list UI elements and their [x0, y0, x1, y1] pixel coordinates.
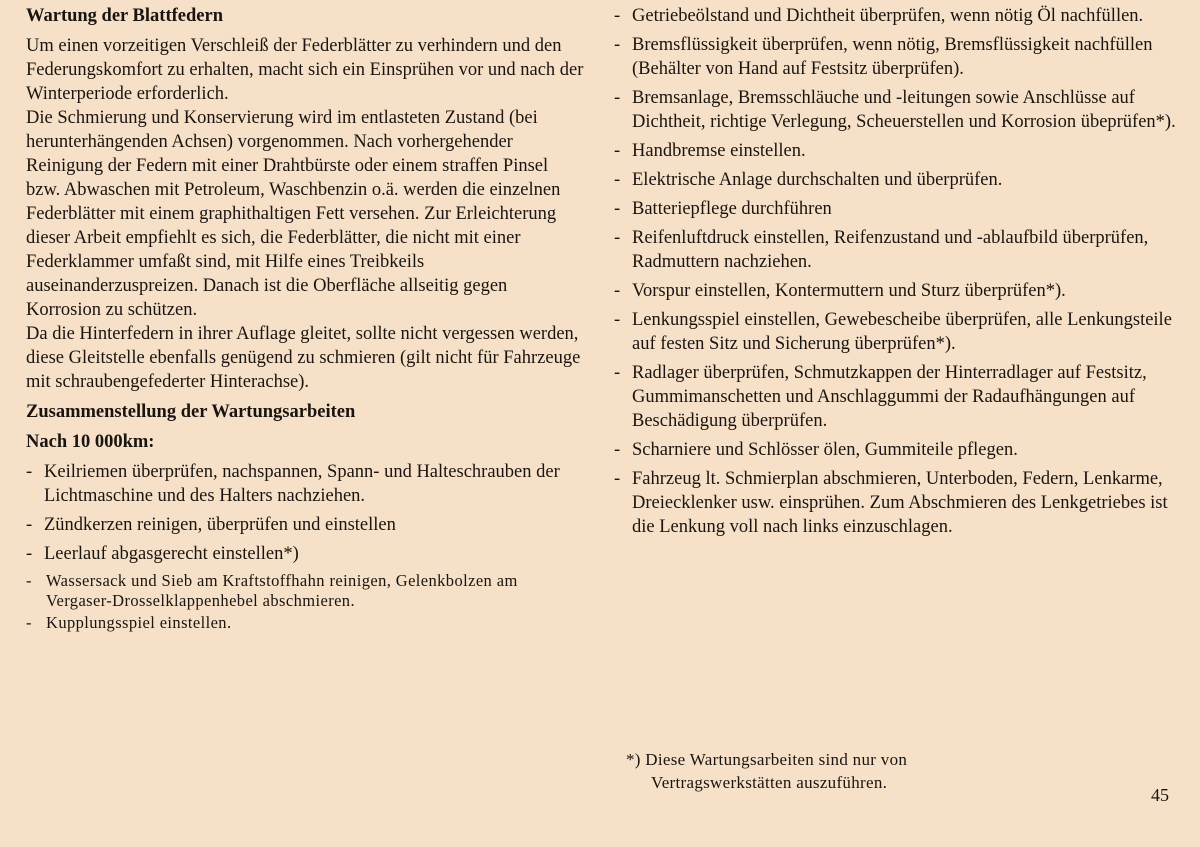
paragraph: Da die Hinterfedern in ihrer Auflage gleitet, sollte nicht vergessen werden, diese Gleitstelle ebenfalls genügend zu schmieren (gilt nicht für Fahrzeuge mit schraubengefederter Hinterachse). [26, 324, 581, 392]
dash-marker: - [614, 469, 621, 489]
dash-marker: - [26, 515, 33, 535]
list-item [614, 197, 1184, 221]
list-item-text: Getriebeölstand und Dichtheit überprüfen, wenn nötig Öl nachfüllen. [632, 6, 1144, 26]
list-item-text: Zündkerzen reinigen, überprüfen und einstellen [44, 515, 396, 535]
maintenance-list-continued [614, 4, 1184, 539]
subheading-10000km: Nach 10 000km: [26, 432, 155, 452]
footnote-line: *) Diese Wartungsarbeiten sind nur von [626, 750, 908, 769]
list-item-text: Kupplungsspiel einstellen. [46, 613, 232, 632]
list-item-text: Bremsanlage, Bremsschläuche und -leitungen sowie Anschlüsse auf Dichtheit, richtige Verlegung, Scheuerstellen und Korrosion übeprüfen*). [632, 88, 1176, 132]
dash-marker: - [614, 281, 621, 301]
dash-marker: - [26, 462, 33, 482]
list-item-text: Leerlauf abgasgerecht einstellen*) [44, 544, 299, 564]
list-item [614, 279, 1184, 303]
list-item-text: Lenkungsspiel einstellen, Gewebescheibe überprüfen, alle Lenkungsteile auf festen Sitz und Sicherung überprüfen*). [632, 310, 1172, 354]
left-column [26, 4, 586, 635]
dash-marker: - [26, 544, 33, 564]
list-item [26, 460, 586, 508]
dash-marker: - [614, 228, 621, 248]
list-item [614, 361, 1184, 433]
dash-marker: - [614, 170, 621, 190]
list-item-text: Batteriepflege durchführen [632, 199, 832, 219]
section-heading-leaf-springs: Wartung der Blattfedern [26, 6, 223, 26]
list-item-text: Handbremse einstellen. [632, 141, 806, 161]
list-item [614, 4, 1184, 28]
list-item [614, 139, 1184, 163]
list-item [614, 86, 1184, 134]
list-item [614, 438, 1184, 462]
dash-marker: - [614, 199, 621, 219]
dash-marker: - [26, 571, 32, 590]
list-item [614, 168, 1184, 192]
page-number: 45 [1151, 785, 1169, 805]
section-heading-maintenance-summary: Zusammenstellung der Wartungsarbeiten [26, 402, 356, 422]
dash-marker: - [614, 440, 621, 460]
list-item-text: Radlager überprüfen, Schmutzkappen der Hinterradlager auf Festsitz, Gummimanschetten und Anschlaggummi der Radaufhängungen auf Beschädigung überprüfen. [632, 363, 1147, 431]
list-item-text: Bremsflüssigkeit überprüfen, wenn nötig, Bremsflüssigkeit nachfüllen (Behälter von Hand auf Festsitz überprüfen). [632, 35, 1153, 79]
footnote-line: Vertragswerkstätten auszuführen. [651, 773, 888, 792]
dash-marker: - [614, 35, 621, 55]
list-item [26, 542, 586, 566]
list-item-text: Keilriemen überprüfen, nachspannen, Spann- und Halteschrauben der Lichtmaschine und des Halters nachziehen. [44, 462, 560, 506]
list-item [26, 613, 586, 633]
maintenance-list [26, 460, 586, 566]
list-item-text: Wassersack und Sieb am Kraftstoffhahn reinigen, Gelenkbolzen am Vergaser-Drosselklappenhebel abschmieren. [46, 571, 518, 610]
list-item-text: Scharniere und Schlösser ölen, Gummiteile pflegen. [632, 440, 1018, 460]
paragraph: Die Schmierung und Konservierung wird im entlasteten Zustand (bei herunterhängenden Achsen) vorgenommen. Nach vorhergehender Reinigung der Federn mit einer Drahtbürste oder einem straffen Pinsel bzw. Abwaschen mit Petroleum, Waschbenzin o.ä. werden die einzelnen Federblätter mit einem graphithaltigen Fett versehen. Zur Erleichterung dieser Arbeit empfiehlt es sich, die Federblätter, die nicht mit einer Federklammer umfaßt sind, mit Hilfe eines Treibkeils auseinanderzuspreizen. Danach ist die Oberfläche allseitig gegen Korrosion zu schützen. [26, 108, 561, 320]
list-item-text: Reifenluftdruck einstellen, Reifenzustand und -ablaufbild überprüfen, Radmuttern nachziehen. [632, 228, 1149, 272]
list-item [26, 513, 586, 537]
list-item [26, 571, 586, 611]
list-item-text: Fahrzeug lt. Schmierplan abschmieren, Unterboden, Federn, Lenkarme, Dreiecklenker usw. einsprühen. Zum Abschmieren des Lenkgetriebes ist die Lenkung voll nach links einzuschlagen. [632, 469, 1168, 537]
dash-marker: - [614, 88, 621, 108]
dash-marker: - [614, 310, 621, 330]
paragraph: Um einen vorzeitigen Verschleiß der Federblätter zu verhindern und den Federungskomfort zu erhalten, macht sich ein Einsprühen vor und nach der Winterperiode erforderlich. [26, 36, 584, 104]
list-item [614, 226, 1184, 274]
list-item [614, 467, 1184, 539]
maintenance-list-small [26, 571, 586, 633]
list-item [614, 308, 1184, 356]
list-item-text: Vorspur einstellen, Kontermuttern und Sturz überprüfen*). [632, 281, 1066, 301]
dash-marker: - [26, 613, 32, 632]
dash-marker: - [614, 363, 621, 383]
right-column [614, 4, 1184, 544]
list-item-text: Elektrische Anlage durchschalten und überprüfen. [632, 170, 1003, 190]
footnote [626, 748, 1126, 794]
dash-marker: - [614, 141, 621, 161]
dash-marker: - [614, 6, 621, 26]
list-item [614, 33, 1184, 81]
